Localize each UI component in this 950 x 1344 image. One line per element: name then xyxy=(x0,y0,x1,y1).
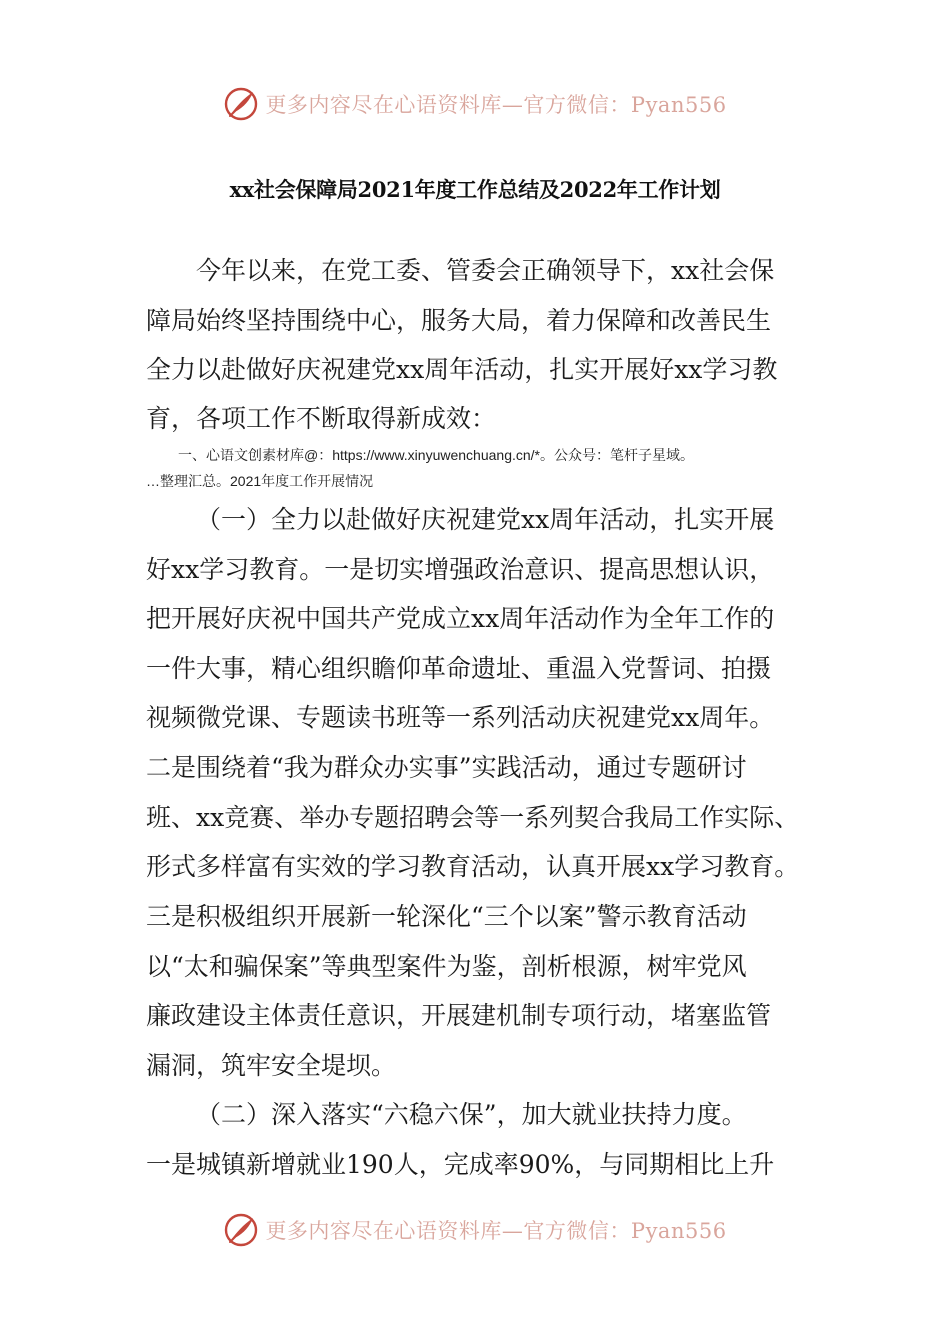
section1-line: （一）全力以赴做好庆祝建党xx周年活动，扎实开展 xyxy=(196,505,775,534)
section1-line: 三是积极组织开展新一轮深化“三个以案”警示教育活动 xyxy=(146,902,747,931)
section1-line: 以“太和骗保案”等典型案件为鉴，剖析根源，树牢党风 xyxy=(146,952,747,981)
section1-line: 二是围绕着“我为群众办实事”实践活动，通过专题研讨 xyxy=(146,753,747,782)
section2-line: 一是城镇新增就业190人，完成率90%，与同期相比上升 xyxy=(146,1150,775,1179)
section1-line: 一件大事，精心组织瞻仰革命遗址、重温入党誓词、拍摄 xyxy=(146,654,772,683)
quill-logo-icon xyxy=(223,86,259,122)
intro-line: 障局始终坚持围绕中心，服务大局，着力保障和改善民生 xyxy=(146,306,772,335)
watermark-text: 更多内容尽在心语资料库—官方微信：Pyan556 xyxy=(265,93,727,117)
section1-line: 把开展好庆祝中国共产党成立xx周年活动作为全年工作的 xyxy=(146,604,775,633)
note-line: 一、心语文创素材库@：https://www.xinyuwenchuang.cn/*。公众号：笔杆子星域。 xyxy=(178,447,694,463)
intro-line: 育，各项工作不断取得新成效： xyxy=(146,404,497,433)
section2-line: （二）深入落实“六稳六保”，加大就业扶持力度。 xyxy=(196,1100,747,1129)
section1-line: 形式多样富有实效的学习教育活动，认真开展xx学习教育。 xyxy=(146,852,800,881)
document-title: xx社会保障局2021年度工作总结及2022年工作计划 xyxy=(229,177,721,202)
watermark-text: 更多内容尽在心语资料库—官方微信：Pyan556 xyxy=(265,1219,727,1243)
watermark-banner-top xyxy=(0,82,950,126)
quill-logo-icon xyxy=(223,1212,259,1248)
section1-line: 视频微党课、专题读书班等一系列活动庆祝建党xx周年。 xyxy=(146,703,775,732)
section1-line: 漏洞，筑牢安全堤坝。 xyxy=(146,1051,397,1080)
section1-line: 廉政建设主体责任意识，开展建机制专项行动，堵塞监管 xyxy=(146,1001,772,1030)
intro-line: 今年以来，在党工委、管委会正确领导下，xx社会保 xyxy=(196,256,775,285)
intro-line: 全力以赴做好庆祝建党xx周年活动，扎实开展好xx学习教 xyxy=(146,355,778,384)
section1-line: 班、xx竞赛、举办专题招聘会等一系列契合我局工作实际、 xyxy=(146,803,800,832)
watermark-banner-bottom xyxy=(0,1208,950,1252)
note-line: …整理汇总。2021年度工作开展情况 xyxy=(146,473,374,489)
section1-line: 好xx学习教育。一是切实增强政治意识、提高思想认识， xyxy=(146,555,775,584)
